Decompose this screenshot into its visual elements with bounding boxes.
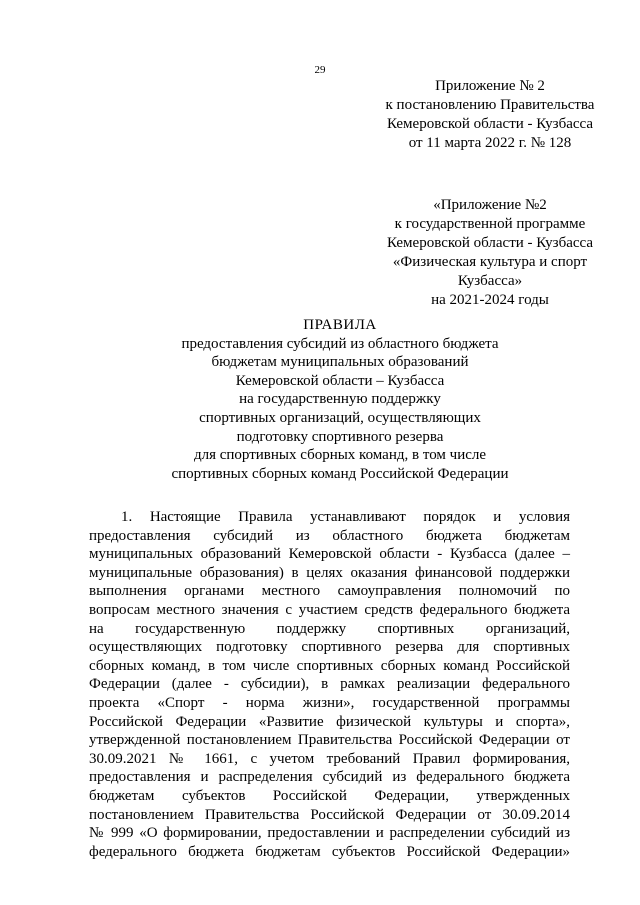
paragraph-line	[89, 824, 570, 843]
appendix-header-line: Кемеровской области - Кузбасса	[386, 116, 594, 132]
appendix-header-line: к постановлению Правительства	[385, 97, 595, 113]
paragraph-line	[89, 638, 570, 657]
appendix-header-line: Приложение № 2	[435, 78, 545, 94]
paragraph-line-text: утвержденной постановлением Правительства Российской Федерации от	[89, 732, 570, 749]
paragraph-line	[89, 675, 570, 694]
paragraph-line	[89, 508, 570, 527]
paragraph-line	[89, 731, 570, 750]
paragraph-line-text: осуществляющих подготовку спортивного резерва для спортивных	[89, 639, 570, 656]
title-line: бюджетам муниципальных образований	[211, 354, 469, 371]
title-line: спортивных сборных команд Российской Федерации	[171, 465, 509, 482]
paragraph-line	[89, 806, 570, 825]
page-number: 29	[314, 64, 326, 76]
title-line: спортивных организаций, осуществляющих	[199, 409, 481, 426]
document-title	[80, 316, 600, 483]
paragraph-line-text: бюджетам субъектов Российской Федерации, утвержденных	[89, 787, 570, 804]
paragraph-line-text: сборных команд, в том числе спортивных сборных команд Российской	[89, 657, 570, 674]
program-header-line: «Приложение №2	[433, 197, 547, 213]
program-header-line: «Физическая культура и спорт	[392, 254, 588, 270]
paragraph-line-text: на государственную поддержку спортивных организаций,	[89, 620, 570, 637]
paragraph-line	[89, 768, 570, 787]
paragraph-line	[89, 527, 570, 546]
paragraph-line-text: федерального бюджета бюджетам субъектов Российской Федерации»	[89, 843, 570, 860]
paragraph-line	[89, 787, 570, 806]
program-header-line: Кемеровской области - Кузбасса	[386, 235, 594, 251]
paragraph-line-text: муниципальные образования) в целях оказания финансовой поддержки	[89, 564, 570, 581]
title-line: для спортивных сборных команд, в том числе	[193, 447, 487, 464]
paragraph-line-text: Федерации (далее - субсидии), в рамках реализации федерального	[89, 676, 570, 693]
paragraph-line	[89, 620, 570, 639]
paragraph-line	[89, 545, 570, 564]
appendix-header	[385, 77, 595, 153]
paragraph-line	[89, 601, 570, 620]
program-header-line: Кузбасса»	[457, 273, 523, 289]
paragraph-line-text: проекта «Спорт - норма жизни», государственной программы	[89, 694, 570, 711]
title-line: на государственную поддержку	[239, 391, 441, 408]
appendix-header-line: от 11 марта 2022 г. № 128	[408, 135, 572, 151]
paragraph-line	[89, 750, 570, 769]
paragraph-line	[89, 713, 570, 732]
paragraph-1	[89, 508, 570, 861]
program-header	[380, 196, 600, 310]
paragraph-line	[89, 843, 570, 862]
paragraph-line-text: Российской Федерации «Развитие физической культуры и спорта»,	[89, 713, 570, 730]
title-line: предоставления субсидий из областного бюджета	[181, 335, 499, 352]
paragraph-line-text: № 999 «О формировании, предоставлении и распределении субсидий из	[89, 825, 570, 842]
paragraph-line-text: вопросам местного значения с участием средств федерального бюджета	[89, 601, 570, 618]
paragraph-line-text: 1. Настоящие Правила устанавливают порядок и условия	[121, 509, 570, 525]
program-header-line: на 2021-2024 годы	[431, 292, 549, 308]
paragraph-line	[89, 694, 570, 713]
paragraph-line-text: муниципальных образований Кемеровской области - Кузбасса (далее –	[89, 546, 570, 563]
paragraph-line-text: выполнения органами местного самоуправления полномочий по	[89, 583, 570, 600]
title-line: подготовку спортивного резерва	[236, 428, 444, 445]
title-line: Кемеровской области – Кузбасса	[235, 372, 445, 389]
paragraph-line	[89, 657, 570, 676]
paragraph-line-text: предоставления и распределения субсидий из федерального бюджета	[89, 769, 570, 786]
paragraph-line-text: предоставления субсидий из областного бюджета бюджетам	[89, 527, 570, 544]
program-header-line: к государственной программе	[394, 216, 586, 232]
paragraph-line-text: постановлением Правительства Российской Федерации от 30.09.2014	[89, 806, 570, 823]
title-main: ПРАВИЛА	[303, 317, 377, 333]
paragraph-line	[89, 564, 570, 583]
paragraph-line-text: 30.09.2021 № 1661, с учетом требований Правил формирования,	[89, 750, 570, 767]
paragraph-line	[89, 582, 570, 601]
